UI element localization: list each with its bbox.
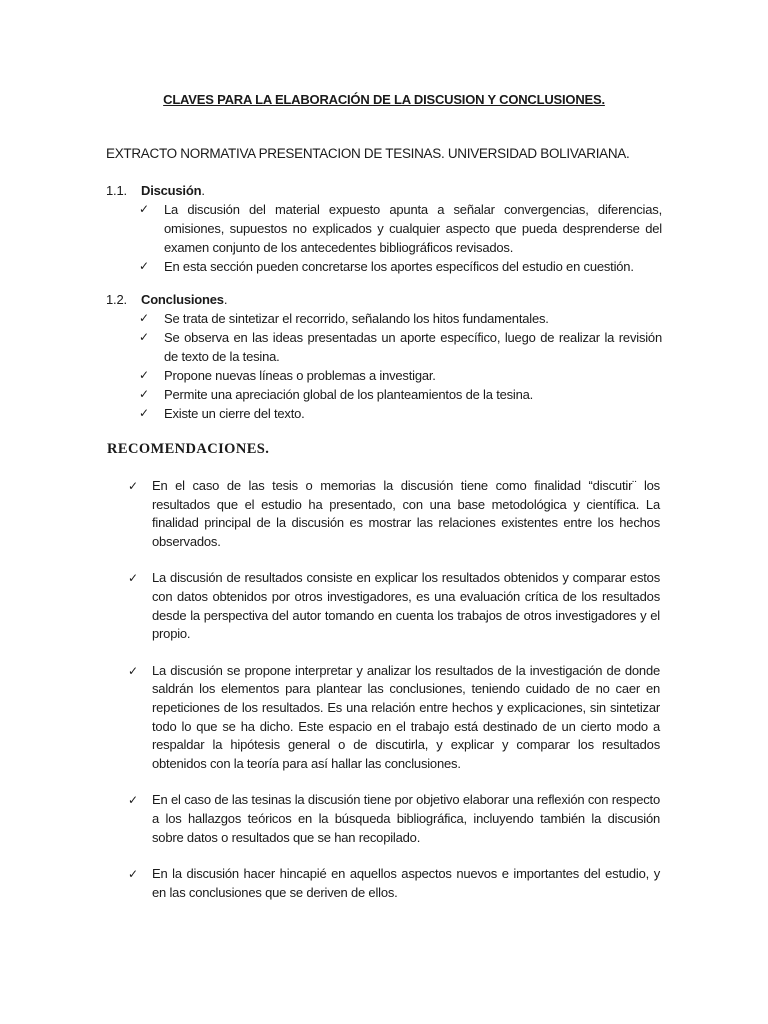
- recommendation-item: [128, 569, 660, 643]
- section-heading: [106, 290, 662, 309]
- section-suffix: .: [223, 292, 228, 307]
- list-item-text: Se observa en las ideas presentadas un aporte específico, luego de realizar la revisión de texto de la tesina.: [164, 330, 662, 364]
- check-icon: ✓: [139, 406, 149, 420]
- check-icon: ✓: [128, 793, 138, 808]
- recommendation-item: [128, 865, 660, 902]
- list-item-text: En esta sección pueden concretarse los aportes específicos del estudio en cuestión.: [164, 259, 634, 274]
- section-suffix: .: [201, 183, 205, 198]
- document-title: CLAVES PARA LA ELABORACIÓN DE LA DISCUSION Y CONCLUSIONES.: [163, 92, 605, 107]
- section-items: [106, 309, 662, 423]
- list-item-text: Se trata de sintetizar el recorrido, señalando los hitos fundamentales.: [164, 311, 549, 326]
- recommendation-text: En el caso de las tesis o memorias la discusión tiene como finalidad “discutir¨ los resultados que el estudio ha presentado, con una base metodológica y científica. La finalidad principal de la discusión es mostrar las relaciones existentes entre los hechos observados.: [152, 478, 660, 549]
- recommendation-text: En la discusión hacer hincapié en aquellos aspectos nuevos e importantes del estudio, y en las conclusiones que se deriven de ellos.: [152, 866, 660, 900]
- section-conclusiones: [106, 290, 662, 423]
- list-item: [106, 366, 662, 385]
- check-icon: ✓: [128, 479, 138, 493]
- section-discusion: [106, 181, 662, 276]
- check-icon: ✓: [139, 330, 149, 344]
- recommendation-item: [128, 791, 660, 847]
- recommendation-item: [128, 477, 660, 551]
- check-icon: ✓: [139, 259, 149, 273]
- list-item-text: Existe un cierre del texto.: [164, 406, 305, 421]
- section-heading: [106, 181, 662, 200]
- check-icon: ✓: [128, 571, 138, 586]
- section-name: Conclusiones: [141, 292, 224, 307]
- recommendation-item: [128, 662, 660, 774]
- recommendations-list: [128, 477, 660, 920]
- check-icon: ✓: [139, 368, 149, 382]
- recommendations-heading: RECOMENDACIONES.: [107, 441, 270, 457]
- check-icon: ✓: [128, 663, 138, 678]
- check-icon: ✓: [139, 202, 149, 216]
- section-items: [106, 200, 662, 276]
- list-item: [106, 200, 662, 257]
- section-number: 1.2.: [106, 292, 127, 307]
- section-number: 1.1.: [106, 183, 127, 198]
- list-item-text: La discusión del material expuesto apunta a señalar convergencias, diferencias, omisiones, supuestos no explicados y cualquier aspecto que pueda desprenderse del examen conjunto de los antecedentes bibliográficos revisados.: [164, 202, 662, 255]
- list-item-text: Propone nuevas líneas o problemas a investigar.: [164, 368, 436, 383]
- check-icon: ✓: [139, 311, 149, 325]
- recommendation-text: La discusión de resultados consiste en explicar los resultados obtenidos y comparar estos con datos obtenidos por otros investigadores, es una evaluación crítica de los resultados desde la perspectiva del autor tomando en cuenta los trabajos de otros investigadores y el propio.: [152, 570, 660, 642]
- list-item: [106, 257, 662, 276]
- list-item: [106, 385, 662, 404]
- list-item: [106, 328, 662, 366]
- check-icon: ✓: [139, 387, 149, 401]
- recommendation-text: La discusión se propone interpretar y analizar los resultados de la investigación de donde saldrán los elementos para plantear las conclusiones, teniendo cuidado de no caer en repeticiones de los resultados. Es una relación entre hechos y explicaciones, sin sintetizar todo lo que se ha dicho. Este espacio en el trabajo está destinado de un cierto modo a respaldar la hipótesis general o de discutirla, y explicar y comparar los resultados obtenidos con la teoría para así hallar las conclusiones.: [152, 662, 660, 771]
- section-name: Discusión: [141, 183, 202, 198]
- recommendation-text: En el caso de las tesinas la discusión tiene por objetivo elaborar una reflexión con respecto a los hallazgos teóricos en la búsqueda bibliográfica, incluyendo también la discusión sobre datos o resultados que se han recopilado.: [152, 792, 660, 845]
- document-subtitle: EXTRACTO NORMATIVA PRESENTACION DE TESINAS. UNIVERSIDAD BOLIVARIANA.: [106, 146, 630, 161]
- list-item-text: Permite una apreciación global de los planteamientos de la tesina.: [164, 387, 534, 402]
- check-icon: ✓: [128, 867, 138, 882]
- list-item: [106, 404, 662, 423]
- list-item: [106, 309, 662, 328]
